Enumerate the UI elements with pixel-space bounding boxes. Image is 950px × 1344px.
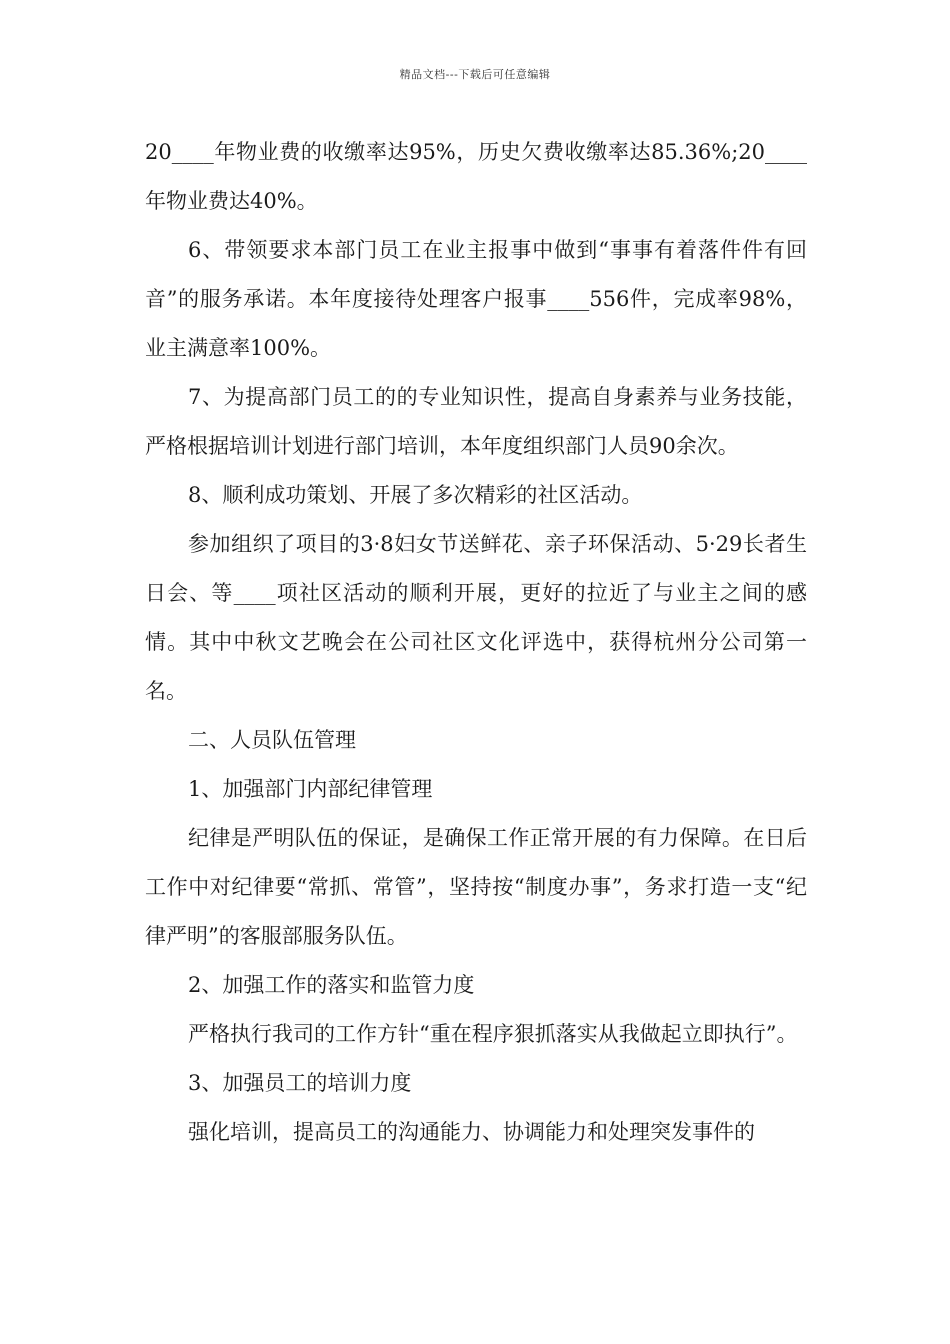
paragraph-fee-collection: 20____年物业费的收缴率达95%，历史欠费收缴率达85.36%;20____年物业费达40%。 [145,140,807,213]
paragraph-item-6: 6、带领要求本部门员工在业主报事中做到“事事有着落件件有回音”的服务承诺。本年度接待处理客户报事____556件，完成率98%，业主满意率100%。 [145,238,807,360]
section-heading-staff-management: 二、人员队伍管理 [188,728,356,752]
paragraph-community-activities: 参加组织了项目的3·8妇女节送鲜花、亲子环保活动、5·29长者生日会、等____项社区活动的顺利开展，更好的拉近了与业主之间的感情。其中中秋文艺晚会在公司社区文化评选中，获得杭州分公司第一名。 [145,532,807,703]
page-header: 精品文档---下载后可任意编辑 [399,68,551,81]
paragraph-training: 强化培训，提高员工的沟通能力、协调能力和处理突发事件的 [188,1120,755,1144]
paragraph-item-8: 8、顺利成功策划、开展了多次精彩的社区活动。 [188,483,643,507]
paragraph-item-7: 7、为提高部门员工的的专业知识性，提高自身素养与业务技能，严格根据培训计划进行部门培训，本年度组织部门人员90余次。 [145,385,807,458]
document-body [145,128,807,1157]
paragraph-discipline: 纪律是严明队伍的保证，是确保工作正常开展的有力保障。在日后工作中对纪律要“常抓、常管”，坚持按“制度办事”，务求打造一支“纪律严明”的客服部服务队伍。 [145,826,807,948]
subheading-discipline: 1、加强部门内部纪律管理 [188,777,433,801]
paragraph-supervision: 严格执行我司的工作方针“重在程序狠抓落实从我做起立即执行”。 [188,1022,798,1046]
subheading-supervision: 2、加强工作的落实和监管力度 [188,973,475,997]
subheading-training: 3、加强员工的培训力度 [188,1071,412,1095]
